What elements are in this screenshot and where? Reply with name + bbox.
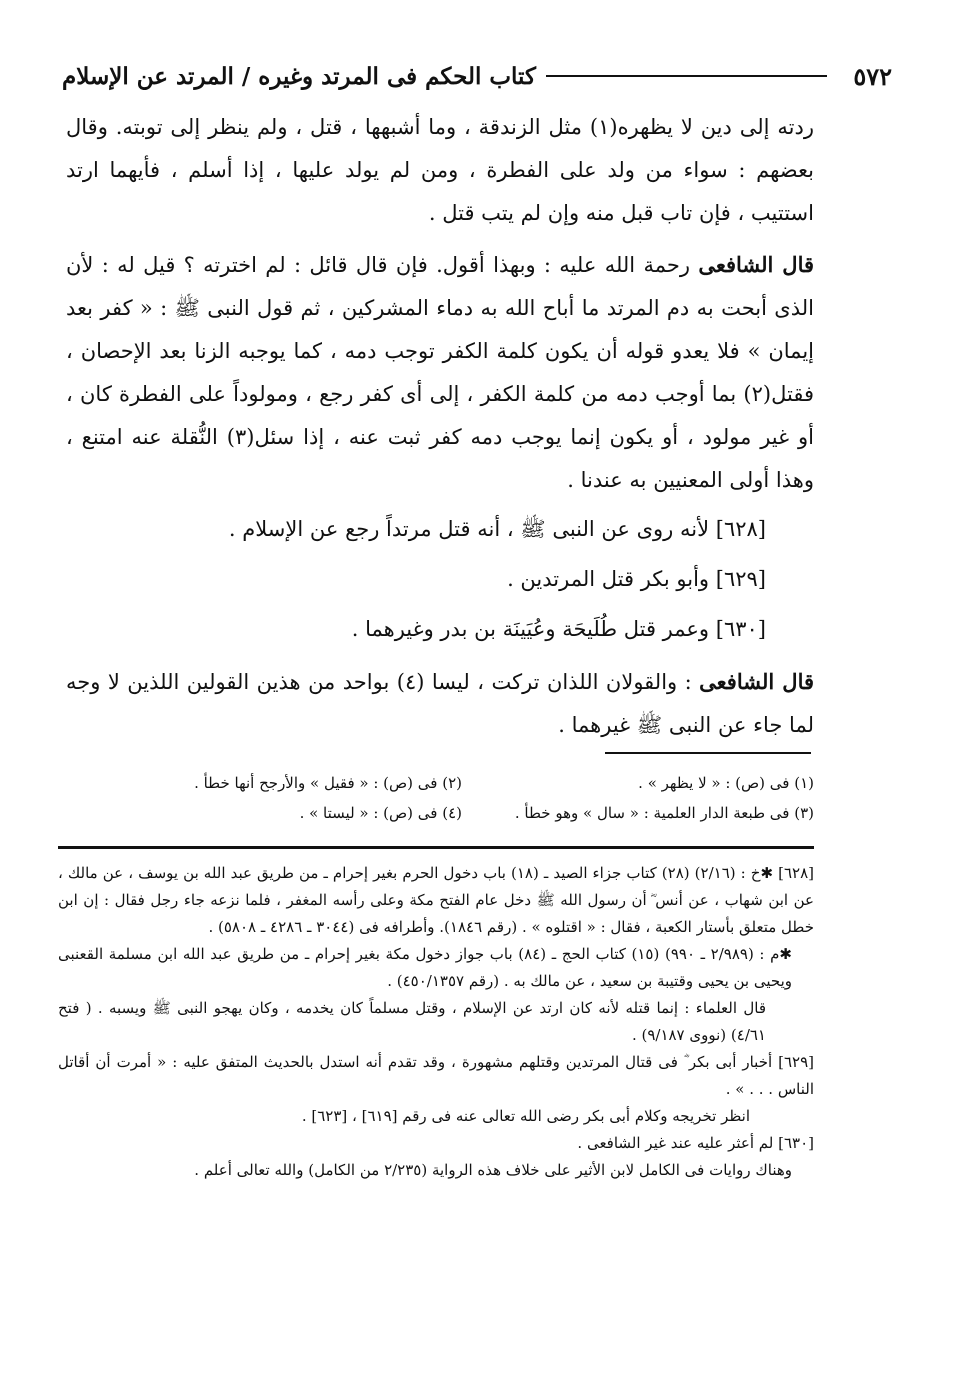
- takhrij-notes: [58, 860, 814, 1184]
- hadith-629: [٦٢٩] وأبو بكر قتل المرتدين .: [507, 567, 766, 591]
- footnote-rule: [605, 752, 811, 754]
- page-number: ٥٧٢: [853, 61, 892, 91]
- takhrij-630: [٦٣٠] لم أعثر عليه عند غير الشافعى .: [577, 1134, 814, 1152]
- takhrij-630-note: وهناك روايات فى الكامل لابن الأثير على خلاف هذه الرواية (٢/٢٣٥ من الكامل) والله تعالى أعلم .: [194, 1161, 792, 1179]
- footnote-1: (١) فى (ص) : « لا يظهر » .: [638, 774, 814, 792]
- footnote-row: [62, 768, 814, 798]
- hadith-628: [٦٢٨] لأنه روى عن النبى ﷺ ، أنه قتل مرتداً رجع عن الإسلام .: [228, 517, 766, 541]
- paragraph-3-lead: قال الشافعى: [699, 669, 815, 694]
- hadith-630: [٦٣٠] وعمر قتل طُلَيحَة وعُيَينَة بن بدر وغيرهما .: [351, 617, 766, 641]
- paragraph-1: ردته إلى دين لا يظهره(١) مثل الزندقة ، وما أشبهها ، قتل ، ولم ينظر إلى توبته. وقال بعضهم : سواء من ولد على الفطرة ، ومن لم يولد عليها ، إذا أسلم ، فأيهما ارتد استتيب ، فإن تاب قبل منه وإن لم يتب قتل .: [66, 115, 814, 225]
- footnotes: [62, 768, 814, 828]
- takhrij-628-muslim: ✱م : (٢/٩٨٩ ـ ٩٩٠) (١٥) كتاب الحج ـ (٨٤) باب جواز دخول مكة بغير إحرام ـ من طريق عبد الله ابن مسلمة القعنبى ويحيى بن يحيى وقتيبة بن سعيد ، عن مالك به . (رقم ٤٥٠/١٣٥٧) .: [58, 945, 792, 990]
- footnote-4: (٤) فى (ص) : « ليستا » .: [299, 804, 462, 822]
- takhrij-628-bukhari: [٦٢٨] ✱خ : (٢/١٦) (٢٨) كتاب جزاء الصيد ـ (١٨) باب دخول الحرم بغير إحرام ـ من طريق عبد الله بن يوسف ، عن مالك ، عن ابن شهاب ، عن أنس ؓ أن رسول الله ﷺ دخل عام الفتح مكة وعلى رأسه المغفر ، فلما نزعه جاء رجل فقال : إن ابن خطل متعلق بأستار الكعبة ، فقال : « اقتلوه » . (رقم ١٨٤٦). وأطرافه فى (٣٠٤٤ ـ ٤٢٨٦ ـ ٥٨٠٨) .: [58, 864, 814, 936]
- header-title: كتاب الحكم فى المرتد وغيره / المرتد عن الإسلام: [62, 62, 536, 90]
- paragraph-3: [66, 660, 814, 747]
- takhrij-629-ref: انظر تخريجه وكلام أبى بكر رضى الله تعالى عنه فى رقم [٦١٩] ، [٦٢٣] .: [301, 1107, 750, 1125]
- footnote-2: (٢) فى (ص) : « فقيل » والأرجح أنها خطأ .: [194, 774, 462, 792]
- takhrij-628-ulama: قال العلماء : إنما قتله لأنه كان ارتد عن الإسلام ، وقتل مسلماً كان يخدمه ، وكان يهجو النبى ﷺ ويسبه . ( فتح ٤/٦١) (نووى ٩/١٨٧) .: [58, 999, 766, 1044]
- main-text: [66, 106, 814, 747]
- paragraph-2: [66, 243, 814, 502]
- section-separator: [58, 846, 814, 849]
- footnote-3: (٣) فى طبعة الدار العلمية : « سال » وهو خطأ .: [514, 804, 814, 822]
- paragraph-3-text: : والقولان اللذان تركت ، ليسا (٤) بواحد من هذين القولين اللذين لا وجه لما جاء عن النبى ﷺ غيرهما .: [66, 670, 814, 737]
- running-header: [62, 56, 892, 96]
- footnote-row: [62, 798, 814, 828]
- takhrij-629: [٦٢٩] أخبار أبى بكر ؓ فى قتال المرتدين وقتلهم مشهورة ، وقد تقدم أنه استدل بالحديث المتفق عليه : « أمرت أن أقاتل الناس . . . » .: [58, 1053, 814, 1098]
- header-rule: [546, 75, 827, 77]
- paragraph-2-lead: قال الشافعى: [698, 252, 814, 277]
- paragraph-2-text: رحمة الله عليه : وبهذا أقول. فإن قال قائل : لم اخترته ؟ قيل له : لأن الذى أبحت به دم المرتد ما أباح الله به دماء المشركين ، ثم قول النبى ﷺ : « كفر بعد إيمان » فلا يعدو قوله أن يكون كلمة الكفر توجب دمه ، كما يوجبه الزنا بعد الإحصان ، فقتل(٢) بما أوجب دمه من كلمة الكفر ، إلى أى كفر رجع ، ومولوداً على الفطرة كان ، أو غير مولود ، أو يكون إنما يوجب دمه كفر ثبت عنه ، إذا سئل(٣) النُّقلة عنه امتنع ، وهذا أولى المعنيين به عندنا .: [66, 253, 814, 492]
